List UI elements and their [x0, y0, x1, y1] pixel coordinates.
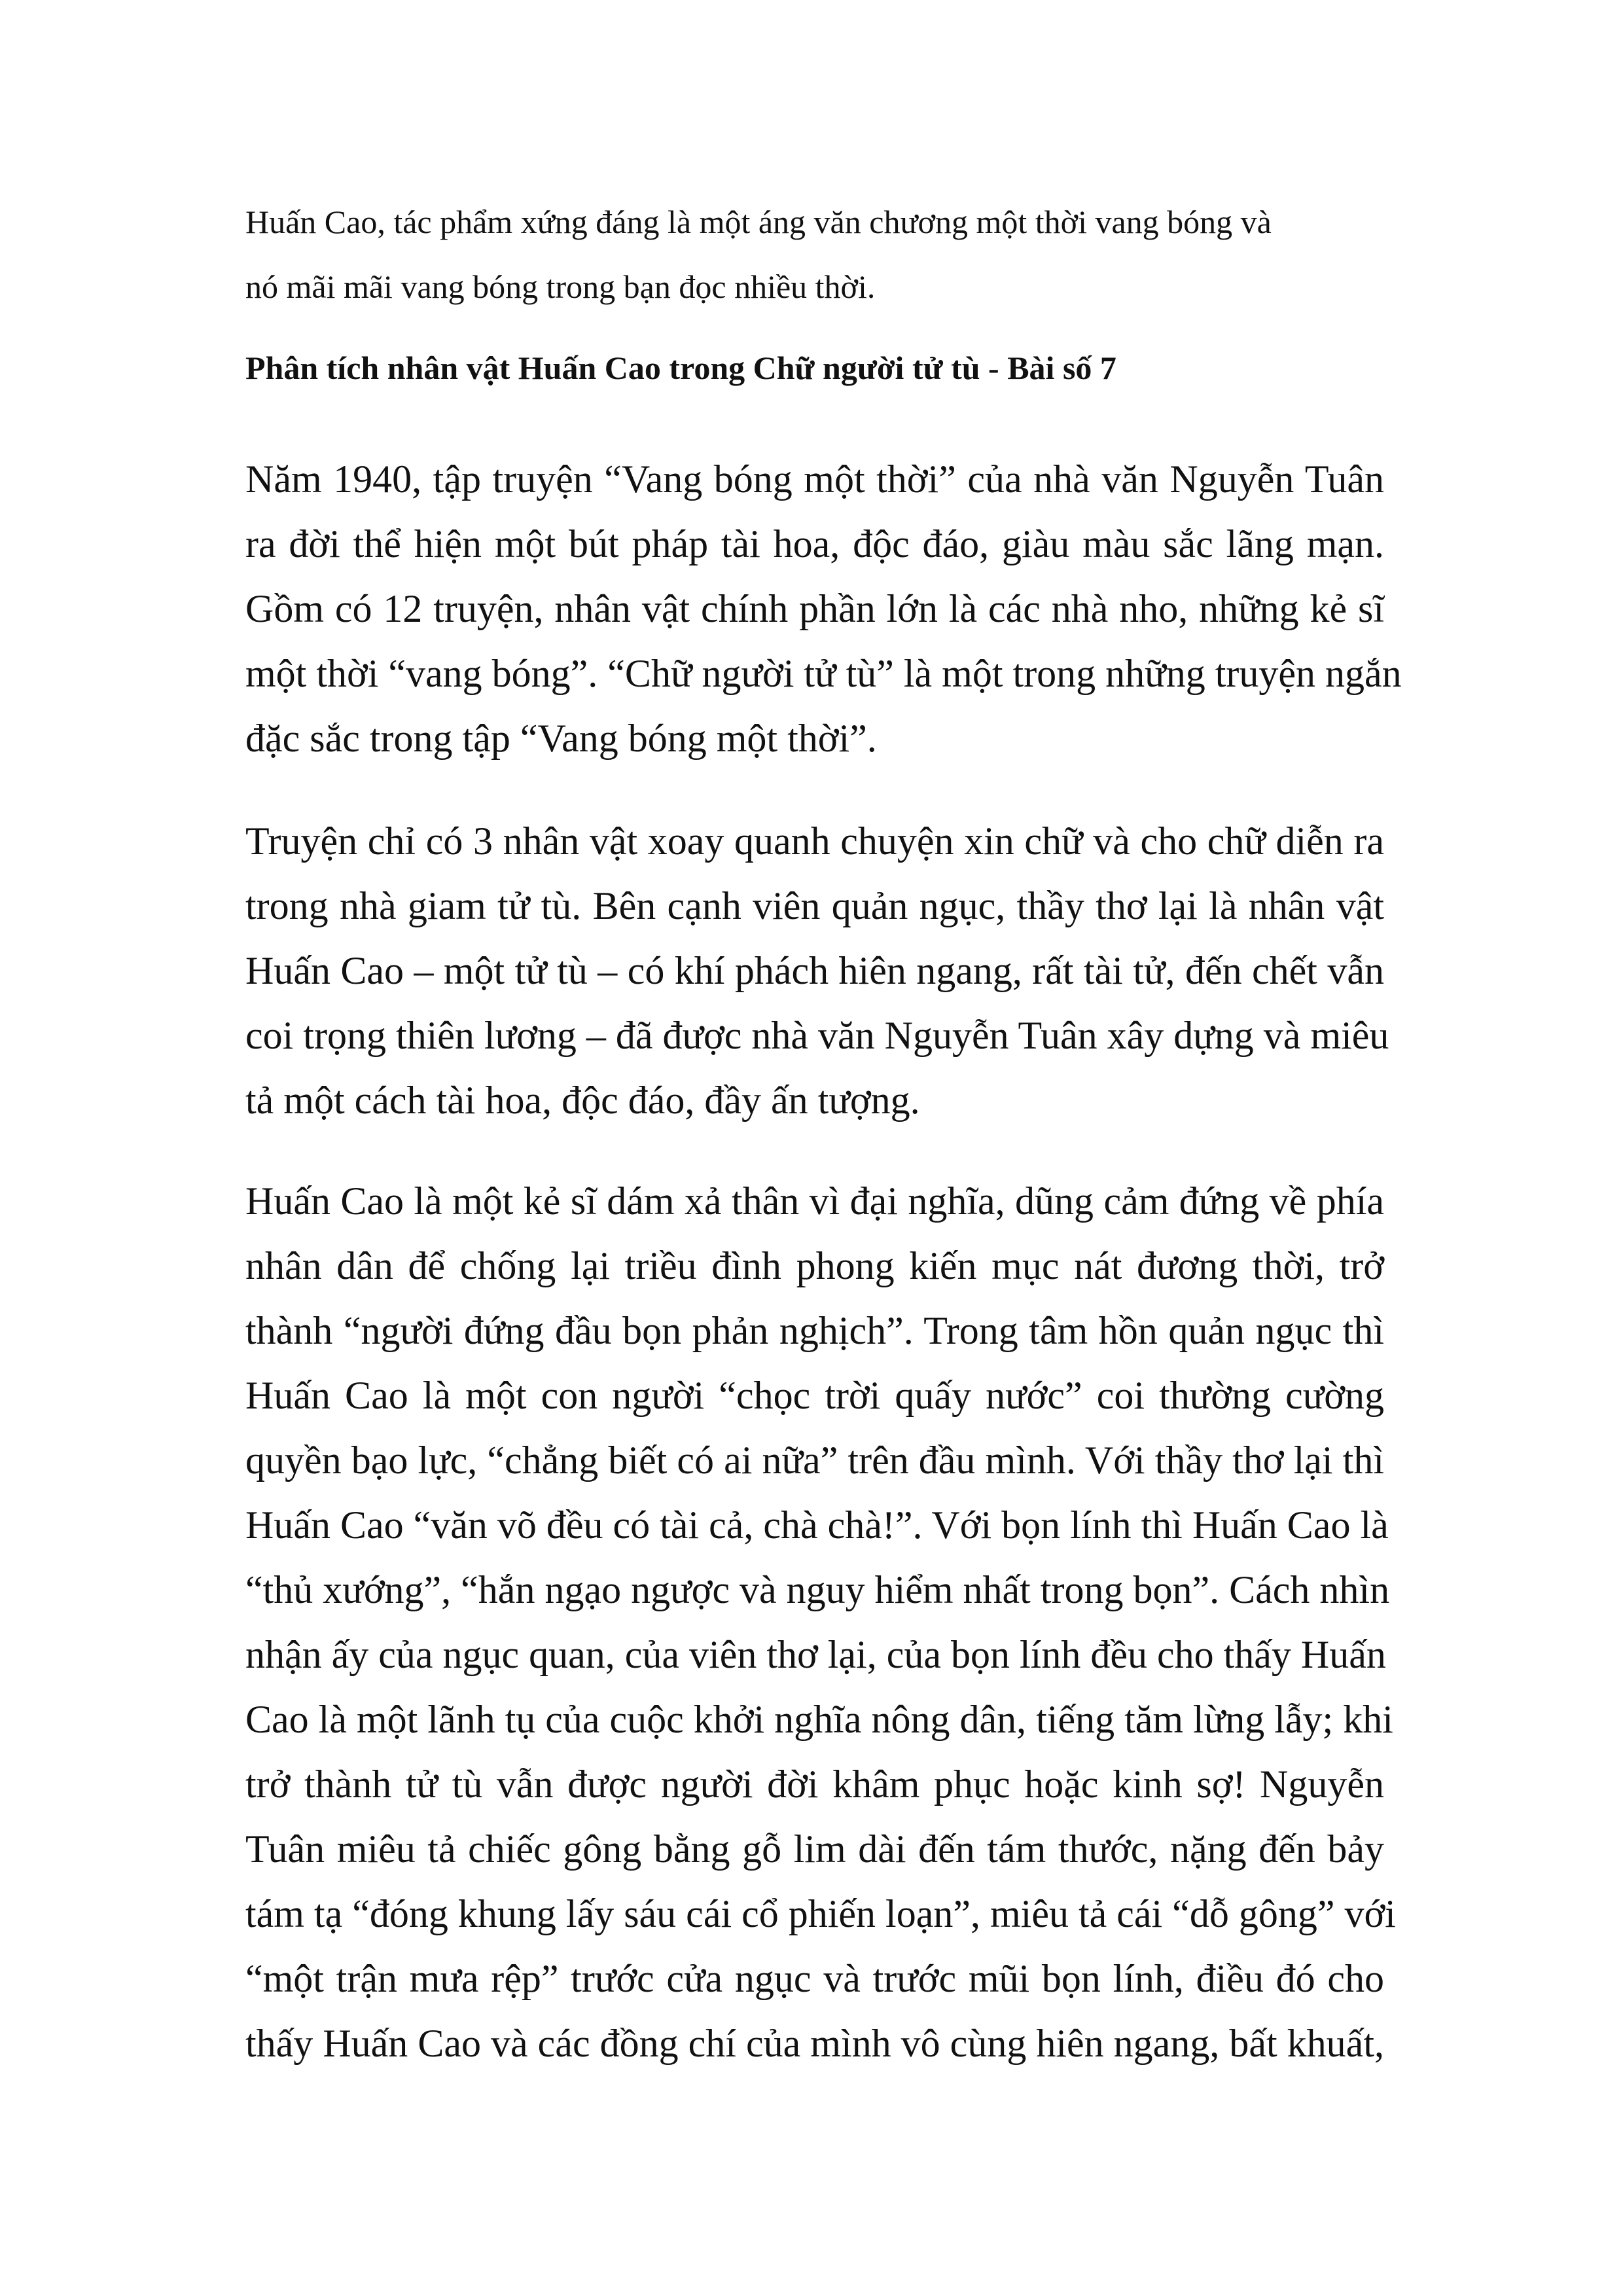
paragraph-line: Huấn Cao – một tử tù – có khí phách hiên ngang, rất tài tử, đến chết vẫn — [245, 949, 1384, 992]
paragraph-line: Huấn Cao “văn võ đều có tài cả, chà chà!”. Với bọn lính thì Huấn Cao là — [245, 1503, 1389, 1547]
paragraph-line: thấy Huấn Cao và các đồng chí của mình vô cùng hiên ngang, bất khuất, — [245, 2022, 1384, 2065]
paragraph-line: nhân dân để chống lại triều đình phong kiến mục nát đương thời, trở — [245, 1244, 1384, 1287]
intro-paragraph — [245, 190, 1384, 319]
paragraph-line: coi trọng thiên lương – đã được nhà văn Nguyễn Tuân xây dựng và miêu — [245, 1014, 1389, 1057]
paragraph-line: Tuân miêu tả chiếc gông bằng gỗ lim dài đến tám thước, nặng đến bảy — [245, 1827, 1384, 1871]
paragraph-line: Cao là một lãnh tụ của cuộc khởi nghĩa nông dân, tiếng tăm lừng lẫy; khi — [245, 1698, 1393, 1741]
paragraph-line: Huấn Cao là một kẻ sĩ dám xả thân vì đại nghĩa, dũng cảm đứng về phía — [245, 1179, 1384, 1223]
paragraph-line: quyền bạo lực, “chẳng biết có ai nữa” trên đầu mình. Với thầy thơ lại thì — [245, 1439, 1384, 1482]
heading-text: Phân tích nhân vật Huấn Cao trong Chữ người tử tù - Bài số 7 — [245, 350, 1116, 386]
paragraph-line: Năm 1940, tập truyện “Vang bóng một thời” của nhà văn Nguyễn Tuân — [245, 457, 1384, 501]
section-heading — [245, 336, 1384, 401]
paragraph-line: Truyện chỉ có 3 nhân vật xoay quanh chuyện xin chữ và cho chữ diễn ra — [245, 819, 1384, 863]
paragraph-line: trở thành tử tù vẫn được người đời khâm phục hoặc kinh sợ! Nguyễn — [245, 1763, 1384, 1806]
intro-line: nó mãi mãi vang bóng trong bạn đọc nhiều thời. — [245, 268, 876, 305]
paragraph-line: thành “người đứng đầu bọn phản nghịch”. Trong tâm hồn quản ngục thì — [245, 1309, 1384, 1352]
paragraph-line: nhận ấy của ngục quan, của viên thơ lại, của bọn lính đều cho thấy Huấn — [245, 1633, 1386, 1676]
paragraph-line: “thủ xướng”, “hắn ngạo ngược và nguy hiểm nhất trong bọn”. Cách nhìn — [245, 1568, 1390, 1611]
paragraph-line: tám tạ “đóng khung lấy sáu cái cổ phiến loạn”, miêu tả cái “dỗ gông” với — [245, 1892, 1396, 1935]
paragraph-3 — [245, 1169, 1396, 2076]
paragraph-line: tả một cách tài hoa, độc đáo, đầy ấn tượng. — [245, 1079, 920, 1122]
paragraph-line: Huấn Cao là một con người “chọc trời quấy nước” coi thường cường — [245, 1374, 1384, 1417]
paragraph-1 — [245, 447, 1402, 771]
paragraph-line: “một trận mưa rệp” trước cửa ngục và trước mũi bọn lính, điều đó cho — [245, 1957, 1384, 2000]
intro-line: Huấn Cao, tác phẩm xứng đáng là một áng văn chương một thời vang bóng và — [245, 204, 1272, 240]
paragraph-line: Gồm có 12 truyện, nhân vật chính phần lớn là các nhà nho, những kẻ sĩ — [245, 587, 1384, 630]
paragraph-line: trong nhà giam tử tù. Bên cạnh viên quản ngục, thầy thơ lại là nhân vật — [245, 884, 1384, 927]
paragraph-2 — [245, 809, 1389, 1133]
paragraph-line: ra đời thể hiện một bút pháp tài hoa, độc đáo, giàu màu sắc lãng mạn. — [245, 522, 1384, 565]
paragraph-line: đặc sắc trong tập “Vang bóng một thời”. — [245, 717, 877, 760]
paragraph-line: một thời “vang bóng”. “Chữ người tử tù” là một trong những truyện ngắn — [245, 652, 1402, 695]
